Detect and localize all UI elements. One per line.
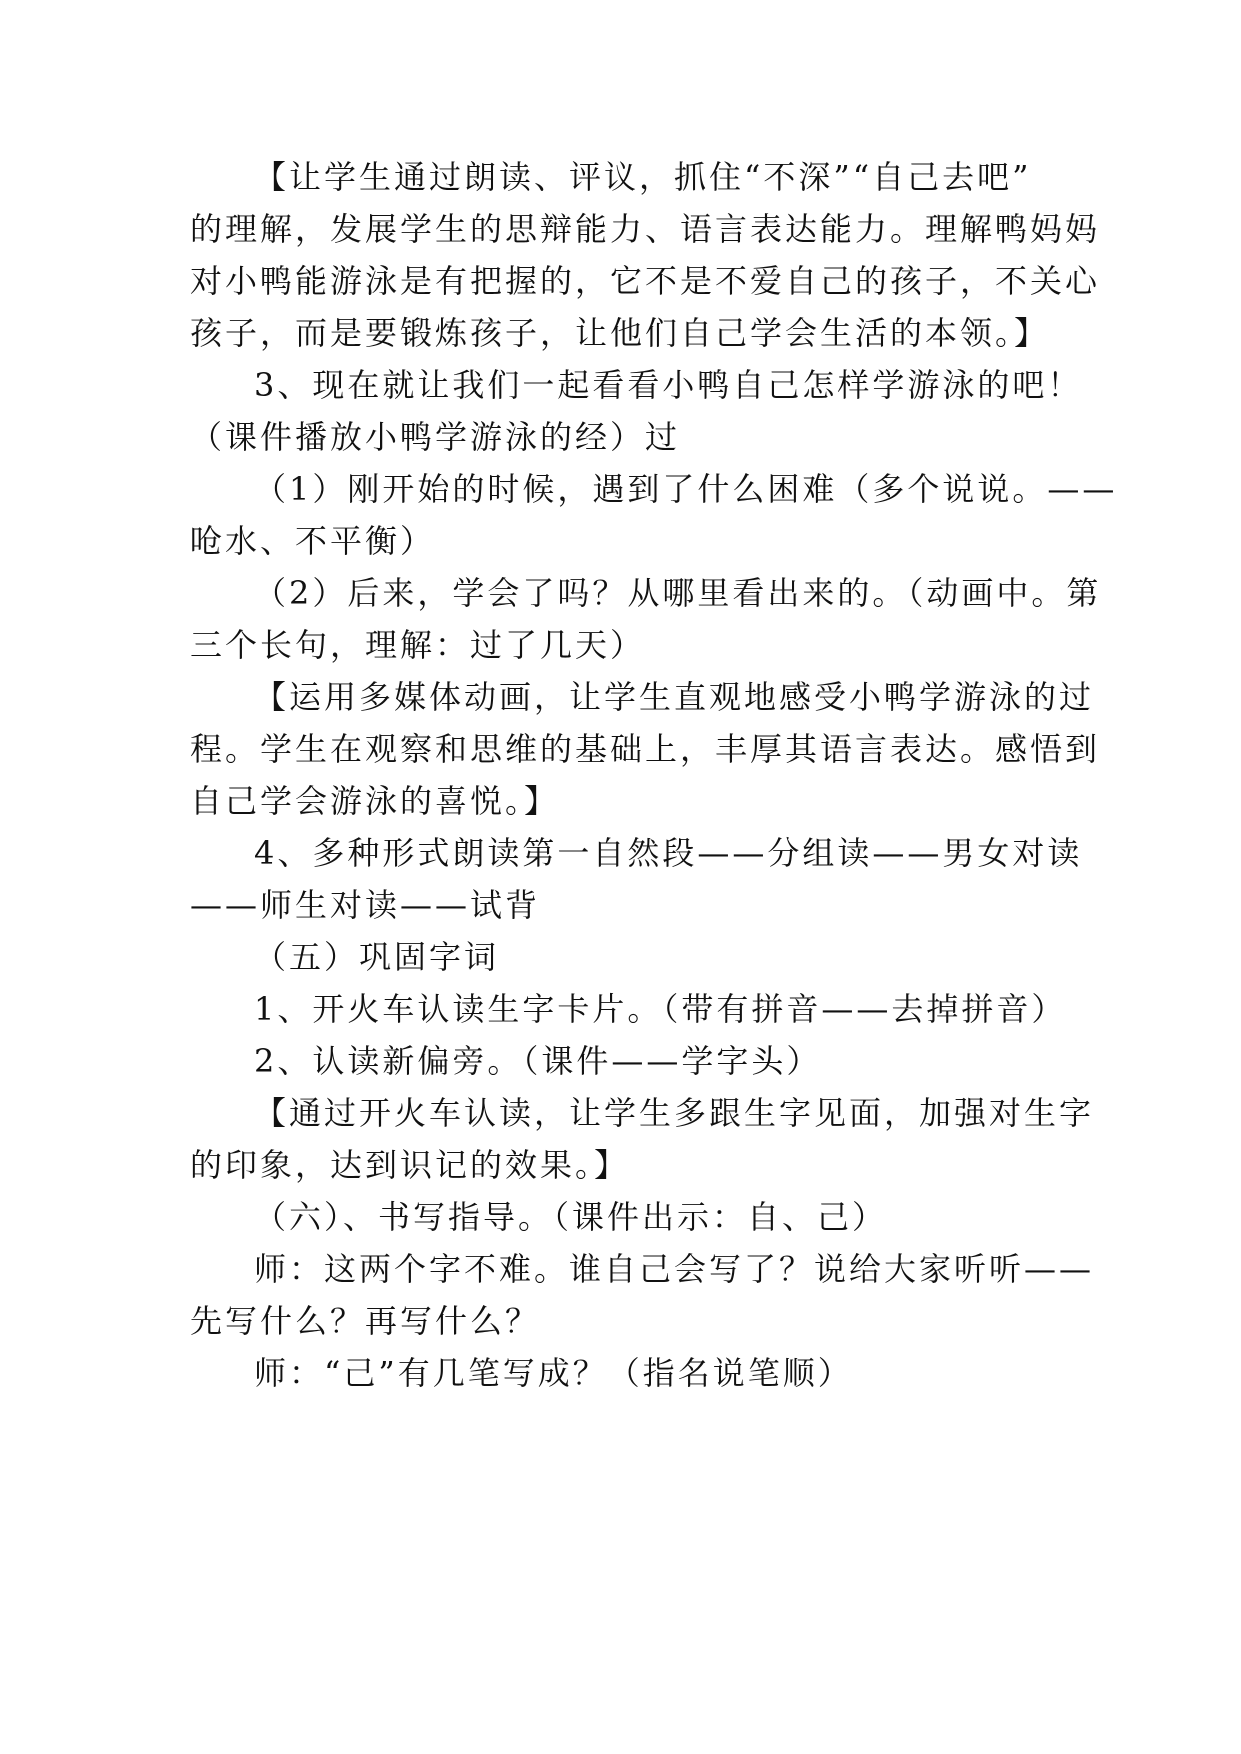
text-line: ——师生对读——试背 xyxy=(190,886,541,924)
text-line: 先写什么？再写什么？ xyxy=(190,1302,541,1340)
text-line: 自己学会游泳的喜悦。】 xyxy=(190,782,560,820)
text-line: （1）刚开始的时候，遇到了什么困难（多个说说。—— xyxy=(254,470,1118,508)
text-line: 的理解，发展学生的思辩能力、语言表达能力。理解鸭妈妈 xyxy=(190,210,1101,248)
text-line: （五）巩固字词 xyxy=(254,938,500,976)
text-line: 1、开火车认读生字卡片。（带有拼音——去掉拼音） xyxy=(254,990,1067,1028)
text-line: 【运用多媒体动画，让学生直观地感受小鸭学游泳的过 xyxy=(254,678,1095,716)
text-line: 三个长句，理解：过了几天） xyxy=(190,626,646,664)
text-line: 对小鸭能游泳是有把握的，它不是不爱自己的孩子，不关心 xyxy=(190,262,1101,300)
text-line: 2、认读新偏旁。（课件——学字头） xyxy=(254,1042,822,1080)
text-line: 孩子，而是要锻炼孩子，让他们自己学会生活的本领。】 xyxy=(190,314,1050,352)
text-line: 呛水、不平衡） xyxy=(190,522,436,560)
text-line: 师：这两个字不难。谁自己会写了？说给大家听听—— xyxy=(254,1250,1095,1288)
text-line: 程。学生在观察和思维的基础上，丰厚其语言表达。感悟到 xyxy=(190,730,1101,768)
text-line: （课件播放小鸭学游泳的经）过 xyxy=(190,418,681,456)
text-line: （六）、书写指导。（课件出示：自、己） xyxy=(254,1198,888,1236)
text-line: 3、现在就让我们一起看看小鸭自己怎样学游泳的吧！ xyxy=(254,366,1083,404)
text-line: 【通过开火车认读，让学生多跟生字见面，加强对生字 xyxy=(254,1094,1095,1132)
text-line: （2）后来，学会了吗？从哪里看出来的。（动画中。第 xyxy=(254,574,1102,612)
text-line: 的印象，达到识记的效果。】 xyxy=(190,1146,630,1184)
text-line: 【让学生通过朗读、评议，抓住“不深”“自己去吧” xyxy=(254,158,1032,196)
text-line: 4、多种形式朗读第一自然段——分组读——男女对读 xyxy=(254,834,1083,872)
text-line: 师：“己”有几笔写成？（指名说笔顺） xyxy=(254,1354,853,1392)
